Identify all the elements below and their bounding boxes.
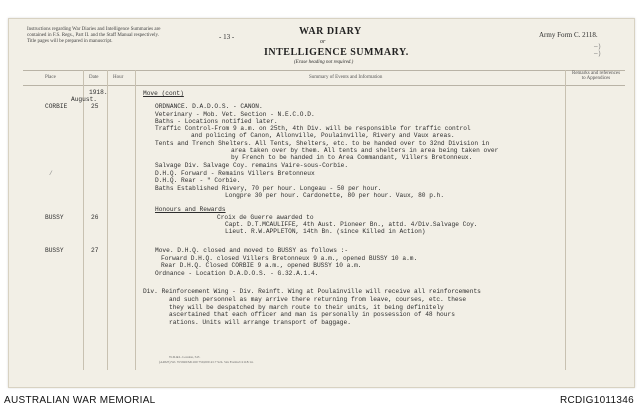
column-header-place: Place <box>45 75 56 80</box>
war-diary-page <box>8 18 635 388</box>
entry-date-3: 27 <box>91 247 99 254</box>
column-header-remarks: Remarks and references to Appendices <box>571 71 621 81</box>
page-number: - 13 - <box>219 33 235 41</box>
summary-line: area taken over by them. All tents and shelters in area being taken over <box>231 147 499 154</box>
summary-line: Honours and Rewards <box>155 206 226 213</box>
entry-place-2: BUSSY <box>45 214 64 221</box>
summary-line: Croix de Guerre awarded to <box>217 214 314 221</box>
summary-line: ORDNANCE. D.A.D.O.S. - CANON. <box>155 103 263 110</box>
record-id: RCDIG1011346 <box>559 395 634 406</box>
summary-line: Capt. D.T.MCAULIFFE, 4th Aust. Pioneer Bn., attd. 4/Div.Salvage Coy. <box>225 221 478 228</box>
entry-place-1: CORBIE <box>45 103 68 110</box>
summary-line: Salvage Div. Salvage Coy. remains Vaire-sous-Corbie. <box>155 162 349 169</box>
printer-imprint: W.D.&L. London, S.E. <box>169 355 201 359</box>
summary-line: D.H.Q. Rear - " Corbie. <box>155 177 241 184</box>
summary-line: Move. D.H.Q. closed and moved to BUSSY as follows :- <box>155 247 349 254</box>
column-header-hour: Hour <box>113 75 124 80</box>
summary-line: Lieut. R.W.APPLETON, 14th Bn. (since Killed in Action) <box>225 228 426 235</box>
column-header-date: Date <box>89 75 99 80</box>
army-form-label: Army Form C. 2118. <box>539 31 598 39</box>
title-war-diary: WAR DIARY <box>299 26 362 37</box>
entry-date-2: 26 <box>91 214 99 221</box>
entry-place-3: BUSSY <box>45 247 64 254</box>
summary-line: by French to be handed in to Area Commandant, Villers Bretonneux. <box>231 154 473 161</box>
summary-line: and policing of Canon, Allonville, Poulainville, Rivery and Vaux areas. <box>191 132 455 139</box>
summary-line: they will be despatched by march route to their units, it being definitely <box>169 304 444 311</box>
column-header-summary: Summary of Events and Information <box>309 75 383 80</box>
summary-line: and such personnel as may arrive there returning from leave, courses, etc. these <box>169 296 467 303</box>
summary-line: Ordnance - Location D.A.D.O.S. - G.32.A.1.4. <box>155 270 319 277</box>
summary-line: Forward D.H.Q. closed Villers Bretonneux 9 a.m., opened BUSSY 10 a.m. <box>161 255 418 262</box>
summary-line: Veterinary - Mob. Vet. Section - N.E.C.O.D. <box>155 111 315 118</box>
entry-month: August. <box>71 96 97 103</box>
printer-imprint: (A4825) Wt. W5926/M1160 750,000 4/17 Sch. 52a Forms/C2118/14. <box>159 360 254 364</box>
entry-date-1: 25 <box>91 103 99 110</box>
title-or: or <box>320 39 326 45</box>
margin-marks: —) —) <box>594 43 602 57</box>
archive-credit: AUSTRALIAN WAR MEMORIAL <box>4 395 156 406</box>
title-intelligence-summary: INTELLIGENCE SUMMARY. <box>264 47 409 58</box>
instructions-note: Instructions regarding War Diaries and Intelligence Summaries are contained in F.S. Regs., Part II. and the Staff Manual respectively. Title pages will be prepared in manuscript. <box>27 27 161 44</box>
summary-line: D.H.Q. Forward - Remains Villers Bretonneux <box>155 170 315 177</box>
title-subtitle: (Erase heading not required.) <box>294 60 354 65</box>
summary-line: rations. Units will arrange transport of baggage. <box>169 319 351 326</box>
summary-line: Baths Established Rivery, 70 per hour. Longeau - 50 per hour. <box>155 185 382 192</box>
summary-line: Rear D.H.Q. Closed CORBIE 9 a.m., opened BUSSY 10 a.m. <box>161 262 362 269</box>
summary-line: Traffic Control-From 9 a.m. on 25th, 4th Div. will be responsible for traffic control <box>155 125 471 132</box>
summary-line: Move (cont) <box>143 90 184 97</box>
summary-line: ascertained that each officer and man is personally in possession of 48 hours <box>169 311 455 318</box>
margin-tick: / <box>49 170 53 177</box>
entry-year: 1918. <box>89 89 108 96</box>
summary-line: Longpre 30 per hour. Cardonette, 80 per hour. Vaux, 80 p.h. <box>225 192 445 199</box>
summary-line: Baths - Locations notified later. <box>155 118 278 125</box>
summary-line: Div. Reinforcement Wing - Div. Reinft. Wing at Poulainville will receive all reinforcements <box>143 288 481 295</box>
summary-line: Tents and Trench Shelters. All Tents, Shelters, etc. to be handed over to 32nd Division in <box>155 140 490 147</box>
